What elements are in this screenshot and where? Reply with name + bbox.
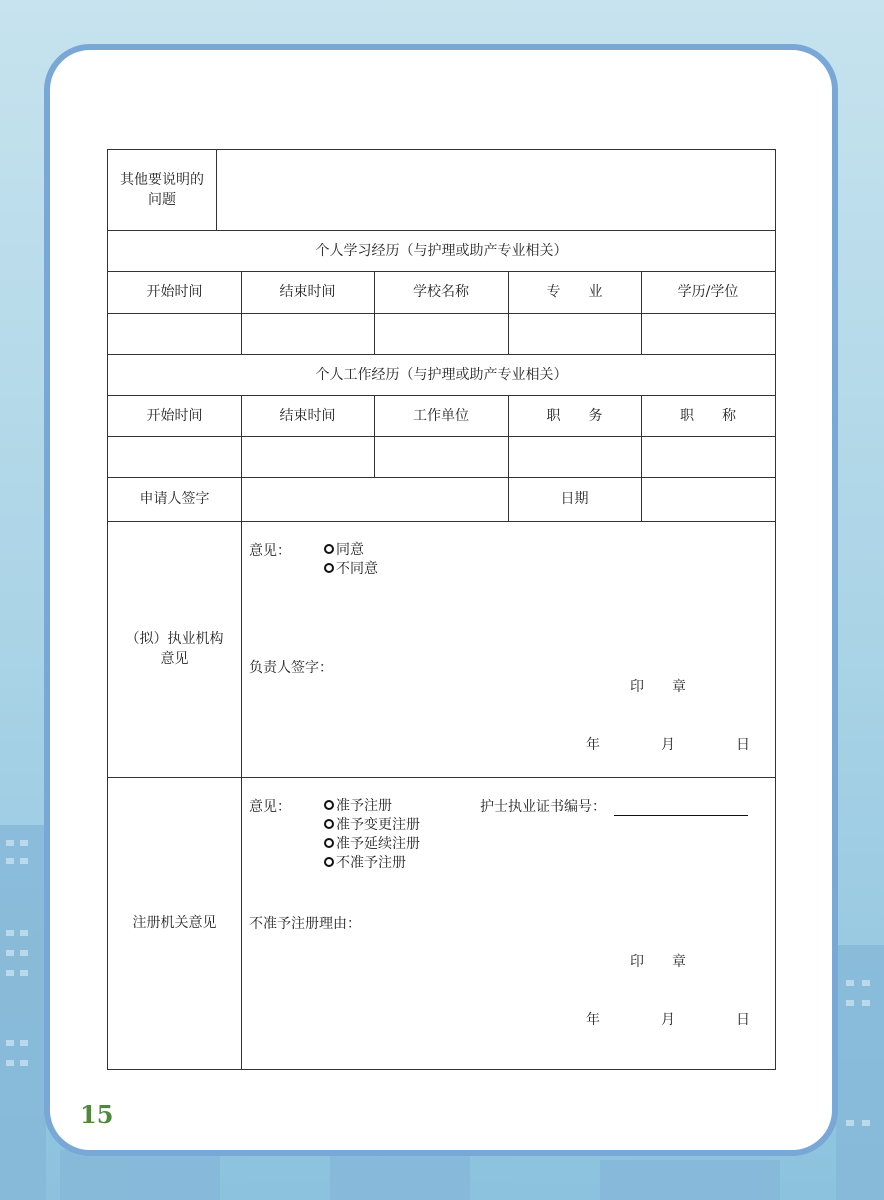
option-approve-renewal[interactable]: 准予延续注册 xyxy=(324,835,420,854)
responsible-signature-label: 负责人签字： xyxy=(249,660,333,676)
month-label: 月 xyxy=(661,1012,675,1028)
seal-label: 印 章 xyxy=(630,954,686,970)
employer-opinion-prefix: 意见： xyxy=(249,543,291,559)
work-header-title: 职 称 xyxy=(680,407,736,424)
refusal-reason-label: 不准予注册理由： xyxy=(249,916,361,932)
column-divider xyxy=(241,477,242,1069)
application-form-table xyxy=(107,149,776,1070)
radio-icon xyxy=(324,563,334,573)
study-section-title: 个人学习经历（与护理或助产专业相关） xyxy=(315,242,568,259)
day-label: 日 xyxy=(736,737,750,753)
work-section-title: 个人工作经历（与护理或助产专业相关） xyxy=(315,366,568,383)
registry-opinion-prefix: 意见： xyxy=(249,799,291,815)
radio-icon xyxy=(324,544,334,554)
date-field[interactable] xyxy=(641,477,775,521)
year-label: 年 xyxy=(586,737,600,753)
option-reject[interactable]: 不准予注册 xyxy=(324,854,406,873)
applicant-signature-field[interactable] xyxy=(241,477,508,521)
registry-opinion-label: 注册机关意见 xyxy=(132,915,217,931)
option-agree[interactable]: 同意 xyxy=(324,541,364,560)
study-start-field[interactable] xyxy=(108,313,241,354)
work-position-field[interactable] xyxy=(508,436,641,477)
study-header-start: 开始时间 xyxy=(146,284,203,300)
option-disagree[interactable]: 不同意 xyxy=(324,560,378,579)
month-label: 月 xyxy=(661,737,675,753)
day-label: 日 xyxy=(736,1012,750,1028)
work-header-employer: 工作单位 xyxy=(413,407,469,424)
work-employer-field[interactable] xyxy=(374,436,508,477)
date-label: 日期 xyxy=(560,491,589,507)
study-end-field[interactable] xyxy=(241,313,374,354)
other-matters-label: 其他要说明的问题 xyxy=(120,172,204,208)
study-header-end: 结束时间 xyxy=(279,284,336,300)
seal-label: 印 章 xyxy=(630,679,686,695)
radio-icon xyxy=(324,857,334,867)
study-school-field[interactable] xyxy=(374,313,508,354)
work-header-start: 开始时间 xyxy=(146,407,203,424)
study-header-degree: 学历/学位 xyxy=(677,284,739,300)
study-major-field[interactable] xyxy=(508,313,641,354)
option-approve-registration[interactable]: 准予注册 xyxy=(324,797,392,816)
work-title-field[interactable] xyxy=(641,436,775,477)
year-label: 年 xyxy=(586,1012,600,1028)
employer-opinion-label: （拟）执业机构意见 xyxy=(125,631,224,667)
radio-icon xyxy=(324,819,334,829)
work-end-field[interactable] xyxy=(241,436,374,477)
work-start-field[interactable] xyxy=(108,436,241,477)
page-number: 15 xyxy=(80,1100,114,1129)
radio-icon xyxy=(324,800,334,810)
applicant-signature-label: 申请人签字 xyxy=(139,491,210,507)
study-degree-field[interactable] xyxy=(641,313,775,354)
cert-number-field[interactable] xyxy=(614,815,748,816)
work-header-position: 职 务 xyxy=(546,407,603,424)
cert-number-label: 护士执业证书编号： xyxy=(480,799,606,815)
radio-icon xyxy=(324,838,334,848)
work-header-end: 结束时间 xyxy=(279,407,336,424)
study-header-school: 学校名称 xyxy=(413,284,469,300)
option-approve-change[interactable]: 准予变更注册 xyxy=(324,816,420,835)
other-matters-field[interactable] xyxy=(217,150,775,230)
study-header-major: 专 业 xyxy=(546,284,603,300)
